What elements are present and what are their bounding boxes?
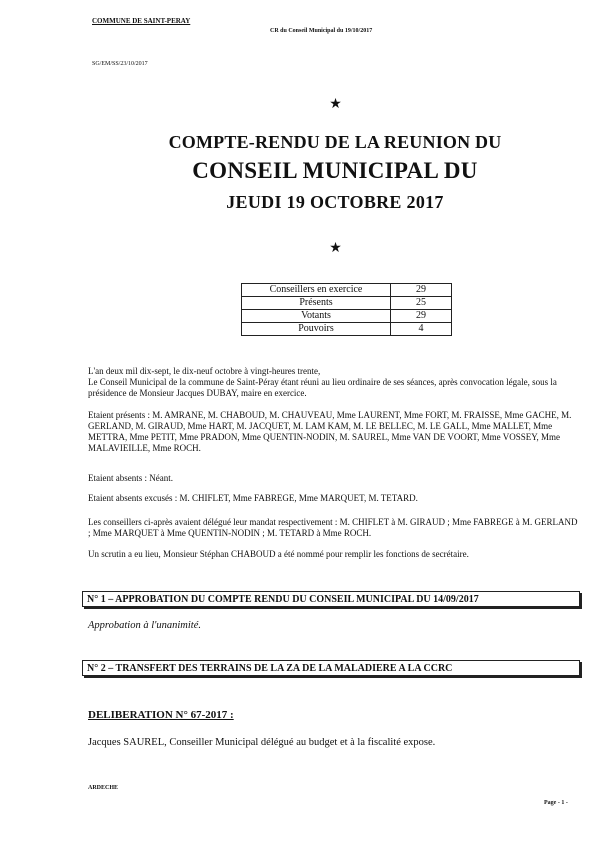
approval-text: Approbation à l'unanimité. — [88, 620, 201, 631]
stat-value: 29 — [391, 310, 452, 323]
section-heading-1: N° 1 – APPROBATION DU COMPTE RENDU DU CONSEIL MUNICIPAL DU 14/09/2017 — [82, 591, 580, 607]
star-icon: ★ — [329, 241, 342, 256]
absent-members-paragraph: Etaient absents : Néant. — [88, 473, 173, 483]
stat-value: 4 — [391, 323, 452, 336]
excused-members-paragraph: Etaient absents excusés : M. CHIFLET, Mme FABREGE, Mme MARQUET, M. TETARD. — [88, 493, 418, 503]
stat-label: Votants — [242, 310, 391, 323]
table-row — [242, 284, 452, 297]
stat-label: Présents — [242, 297, 391, 310]
stat-value: 25 — [391, 297, 452, 310]
document-reference: SG/EM/SS/23/10/2017 — [92, 61, 148, 67]
proxies-paragraph: Les conseillers ci-après avaient délégué leur mandat respectivement : M. CHIFLET à M. GIRAUD ; Mme FABREGE à M. GERLAND ; Mme MARQUET à Mme QUENTIN-NODIN ; M. TETARD à Mme ROCH. — [88, 517, 578, 538]
opening-paragraph — [88, 366, 580, 399]
page-number: Page - 1 - — [544, 800, 568, 806]
secretary-paragraph: Un scrutin a eu lieu, Monsieur Stéphan CHABOUD a été nommé pour remplir les fonctions de secrétaire. — [88, 549, 469, 559]
title-line-3: JEUDI 19 OCTOBRE 2017 — [226, 192, 444, 212]
commune-name: COMMUNE DE SAINT-PERAY — [92, 17, 191, 25]
title-line-2: CONSEIL MUNICIPAL DU — [192, 158, 478, 183]
stat-label: Conseillers en exercice — [242, 284, 391, 297]
deliberation-heading: DELIBERATION N° 67-2017 : — [88, 709, 234, 721]
star-icon: ★ — [329, 97, 342, 112]
opening-text: Le Conseil Municipal de la commune de Saint-Péray étant réuni au lieu ordinaire de ses séances, après convocation légale, sous la présidence de Monsieur Jacques DUBAY, maire en exercice. — [88, 377, 557, 398]
table-row — [242, 310, 452, 323]
footer-department: ARDECHE — [88, 785, 119, 791]
document-header-title: CR du Conseil Municipal du 19/10/2017 — [270, 28, 373, 34]
table-row — [242, 323, 452, 336]
expose-text: Jacques SAUREL, Conseiller Municipal délégué au budget et à la fiscalité expose. — [88, 737, 436, 748]
stat-value: 29 — [391, 284, 452, 297]
section-heading-2: N° 2 – TRANSFERT DES TERRAINS DE LA ZA DE LA MALADIERE A LA CCRC — [82, 660, 580, 676]
table-row — [242, 297, 452, 310]
stat-label: Pouvoirs — [242, 323, 391, 336]
attendance-table — [241, 283, 452, 336]
present-members-paragraph: Etaient présents : M. AMRANE, M. CHABOUD, M. CHAUVEAU, Mme LAURENT, Mme FORT, M. FRAISSE, Mme GACHE, M. GERLAND, M. GIRAUD, Mme HART, M. JACQUET, M. LAM KAM, M. LE BELLEC, M. LE GALL, Mme MALLET, Mme METTRA, Mme PETIT, Mme PRADON, Mme QUENTIN-NODIN, M. SAUREL, Mme VAN DE VOORT, Mme VOSSEY, Mme MALAVIEILLE, Mme ROCH. — [88, 410, 572, 453]
opening-line: L'an deux mil dix-sept, le dix-neuf octobre à vingt-heures trente, — [88, 366, 321, 376]
title-line-1: COMPTE-RENDU DE LA REUNION DU — [168, 132, 502, 152]
